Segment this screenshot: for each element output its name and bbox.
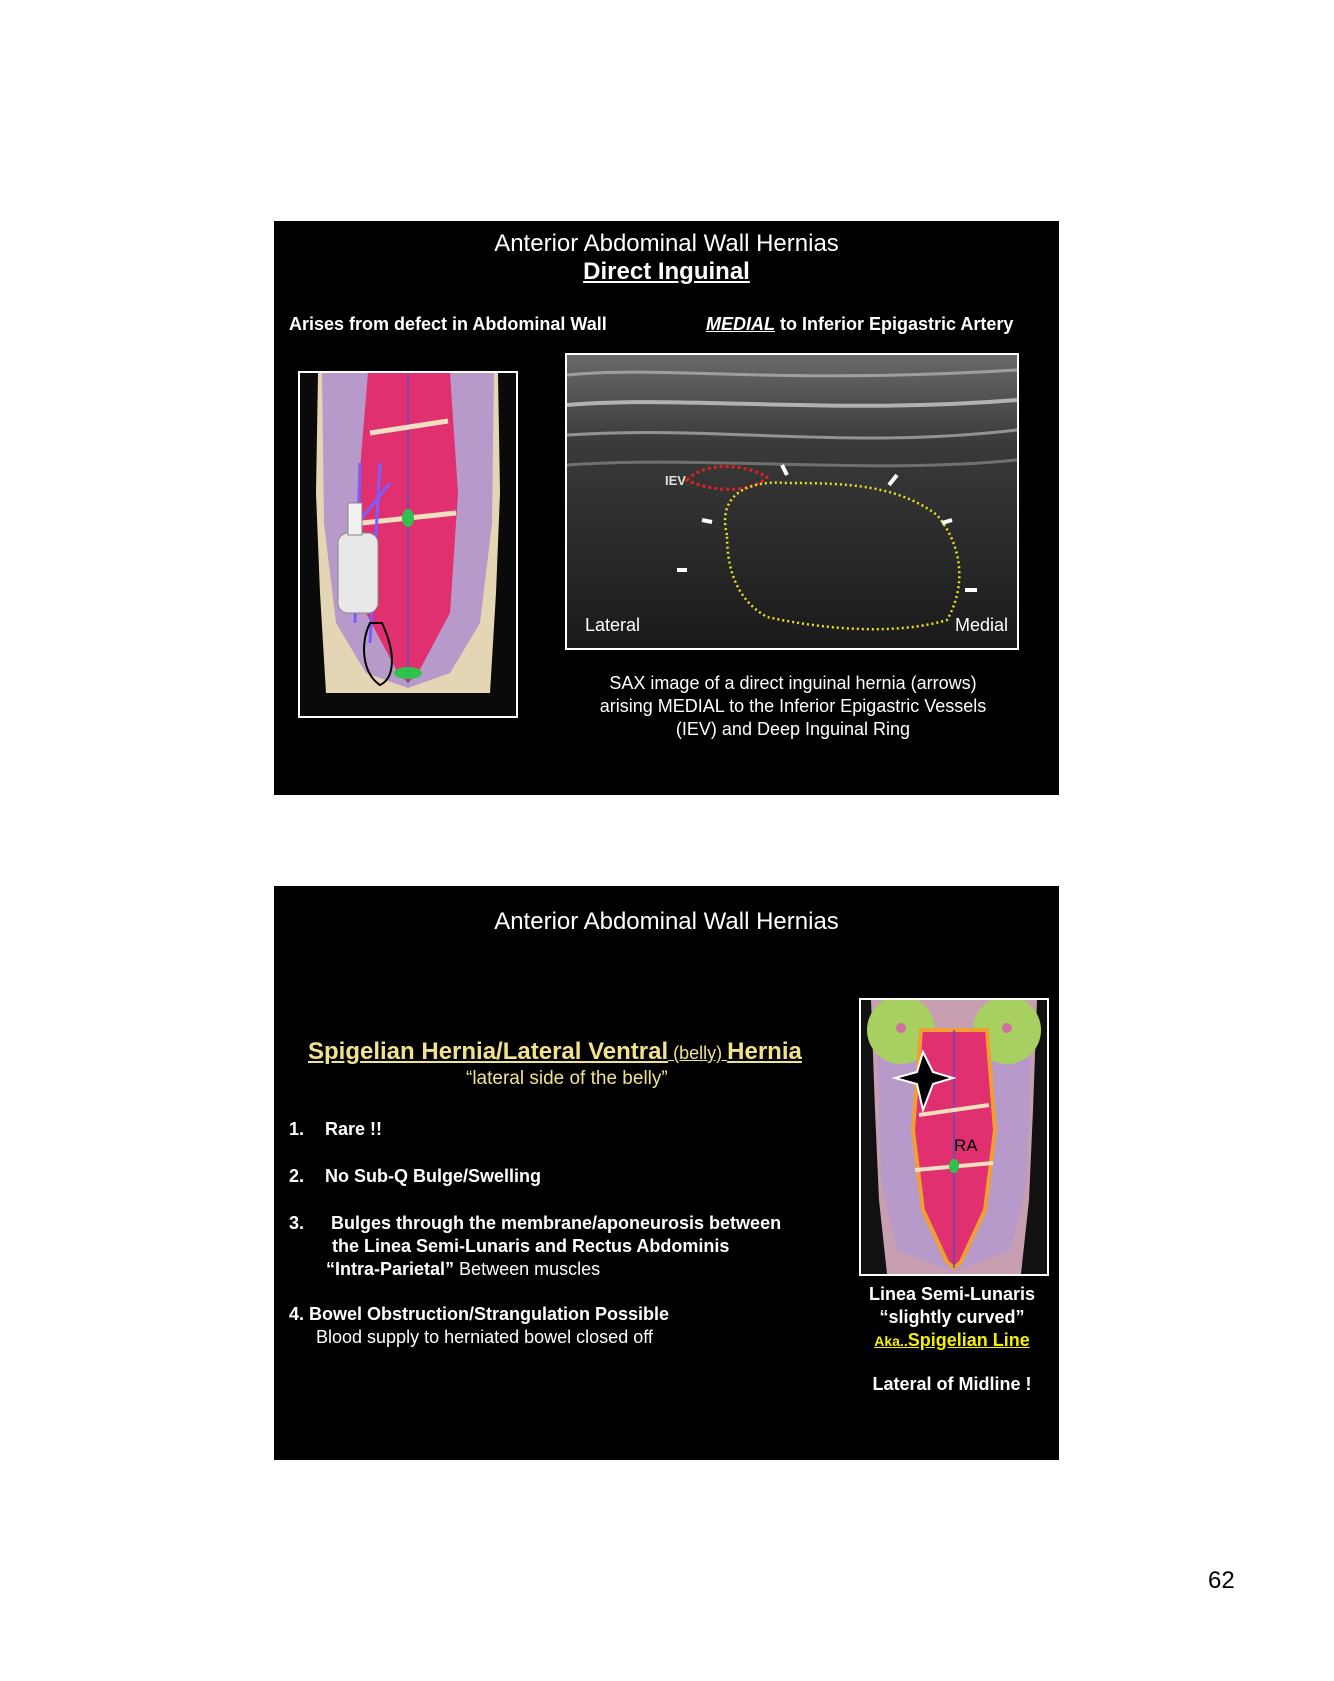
caption-line: SAX image of a direct inguinal hernia (arrows) [609,673,977,693]
item-number: 2. [289,1166,305,1186]
slide-direct-inguinal [274,221,1059,795]
left-heading: Arises from defect in Abdominal Wall [289,314,607,334]
aka-line [842,1329,1062,1353]
item-number: 4. [289,1304,305,1324]
intra-parietal-term: “Intra-Parietal” [326,1259,455,1279]
intra-parietal-rest: Between muscles [454,1259,601,1279]
spigelian-heading-part3: Hernia [727,1038,802,1065]
item-text: No Sub-Q Bulge/Swelling [325,1166,541,1186]
abdomen-illustration [298,371,518,718]
list-item [289,1166,541,1187]
slide-spigelian-hernia [274,886,1059,1460]
aka-prefix: Aka.. [874,1333,908,1349]
item-text: Bowel Obstruction/Strangulation Possible [309,1304,670,1324]
right-heading-rest: to Inferior Epigastric Artery [775,314,1014,334]
side-caption [842,1283,1062,1353]
list-item [289,1212,829,1279]
ra-label: RA [954,1136,978,1155]
medial-label: Medial [955,615,1009,635]
caption-line: arising MEDIAL to the Inferior Epigastric Vessels [599,696,987,716]
slide-subtitle: Direct Inguinal [583,258,750,285]
spigelian-heading-part2: (belly) [668,1043,728,1063]
ultrasound-image [565,353,1019,650]
list-item [289,1303,829,1347]
slide-title: Anterior Abdominal Wall Hernias [494,230,839,257]
item-text: Rare !! [325,1119,383,1139]
side-caption-line: “slightly curved” [879,1307,1025,1327]
item-text [326,1258,600,1281]
lateral-label: Lateral [585,615,641,635]
spigelian-subheading: “lateral side of the belly” [466,1068,668,1089]
iev-label: IEV [665,473,686,488]
item-text: Blood supply to herniated bowel closed off [316,1327,653,1347]
side-caption-line: Linea Semi-Lunaris [868,1284,1036,1304]
item-text: Bulges through the membrane/aponeurosis between [331,1213,782,1233]
caption-line: (IEV) and Deep Inguinal Ring [675,719,911,739]
spigelian-heading-part1: Spigelian Hernia/Lateral Ventral [308,1038,669,1065]
abdomen-diagram [300,373,516,716]
ultrasound-caption [558,672,1028,741]
torso-illustration [859,998,1049,1276]
page-number: 62 [1208,1567,1235,1594]
item-number: 3. [289,1213,305,1233]
list-item [289,1119,383,1140]
medial-emphasis: MEDIAL [706,314,775,334]
aka-term: Spigelian Line [907,1330,1030,1350]
item-text: the Linea Semi-Lunaris and Rectus Abdominis [332,1236,730,1256]
ultrasound-diagram [567,355,1017,648]
slide-title: Anterior Abdominal Wall Hernias [494,908,839,935]
lateral-note: Lateral of Midline ! [872,1374,1032,1394]
right-heading [706,314,1013,335]
spigelian-heading [308,1038,802,1066]
item-number: 1. [289,1119,305,1139]
